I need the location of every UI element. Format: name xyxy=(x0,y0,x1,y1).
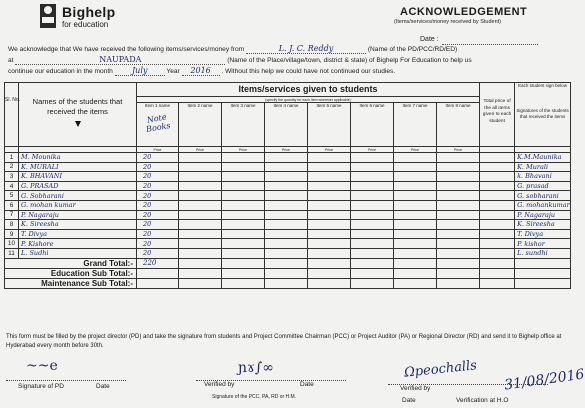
items-title: Items/services given to students xyxy=(238,84,378,94)
intro-text: (Name of the Place/village/town, district & state) of Bighelp For Education to help us xyxy=(227,57,472,64)
row-number: 6 xyxy=(5,200,19,210)
year-field: 2016 xyxy=(182,66,220,76)
row-number: 3 xyxy=(5,172,19,182)
item-quantity: 20 xyxy=(137,191,179,201)
table-row xyxy=(5,162,571,172)
price-label: Price xyxy=(179,147,222,153)
item-quantity: 20 xyxy=(137,153,179,163)
item-quantity: 20 xyxy=(137,172,179,182)
student-name: K. BHAVANI xyxy=(19,172,137,182)
year-label: Year xyxy=(166,68,180,75)
price-label: Price xyxy=(308,147,351,153)
page-title: ACKNOWLEDGEMENT xyxy=(400,6,528,18)
ho-signature-scribble: Ωpeochalls xyxy=(403,358,478,381)
table-row xyxy=(5,210,571,220)
student-name: M. Mounika xyxy=(19,153,137,163)
item-8-header: Item 8 name xyxy=(437,103,480,147)
intro-text: continue our education in the month xyxy=(8,68,113,75)
student-name: G. PRASAD xyxy=(19,181,137,191)
pd-signature-label: Signature of PD xyxy=(18,383,64,390)
table-row xyxy=(5,248,571,258)
item-1-header xyxy=(137,103,179,147)
arrow-down-icon xyxy=(75,121,81,127)
pcc-signature-label: Signature of the PCC, PA, RD or H.M. xyxy=(212,394,297,400)
education-subtotal-row xyxy=(5,268,571,278)
price-label: Price xyxy=(137,147,179,153)
donor-field: L. J. C. Reddy xyxy=(246,44,366,54)
student-signature: G. mohankumar xyxy=(515,200,571,210)
price-label: Price xyxy=(437,147,480,153)
signature-column-label: Signatures of the students that received the items xyxy=(516,107,569,119)
student-name: P. Nagaraju xyxy=(19,210,137,220)
student-names-header-label: Names of the students that received the items xyxy=(32,97,123,116)
page-subtitle: (Items/services/money received by Student) xyxy=(394,19,501,25)
pcc-signature-scribble: ɲɤ∫∞ xyxy=(238,360,274,376)
item-2-header: Item 2 name xyxy=(179,103,222,147)
student-signature: P. kishor xyxy=(515,239,571,249)
table-row xyxy=(5,153,571,163)
grand-total-label: Grand Total:- xyxy=(5,258,137,268)
student-signature: K. Murali xyxy=(515,162,571,172)
sl-no-header: Sl. No. xyxy=(5,83,19,147)
maintenance-subtotal-row xyxy=(5,278,571,288)
price-label: Price xyxy=(394,147,437,153)
student-names-header xyxy=(19,83,137,147)
each-sign-label: Each student sign below xyxy=(518,83,567,88)
signature-header xyxy=(515,83,571,147)
item-5-header: Item 5 name xyxy=(308,103,351,147)
pd-date-label: Date xyxy=(96,383,110,390)
item-name: Item 1 name xyxy=(144,103,170,108)
student-name: P. Kishore xyxy=(19,239,137,249)
intro-text: We acknowledge that We have received the following items/services/money from xyxy=(8,46,245,53)
items-table xyxy=(4,82,571,289)
grand-total-value: 220 xyxy=(137,258,179,268)
student-signature: T. Divya xyxy=(515,229,571,239)
item-quantity: 20 xyxy=(137,200,179,210)
student-signature: K. Sireesha xyxy=(515,220,571,230)
pd-signature-line xyxy=(6,380,126,381)
table-row xyxy=(5,200,571,210)
item-4-header: Item 4 name xyxy=(265,103,308,147)
ho-handwritten-date: 31/08/2016 xyxy=(503,366,585,394)
pcc-date-label: Date xyxy=(300,381,314,388)
price-label: Price xyxy=(351,147,394,153)
ho-date-label: Date xyxy=(402,397,416,404)
bighelp-logo-icon xyxy=(40,4,56,28)
item-quantity: 20 xyxy=(137,181,179,191)
price-label: Price xyxy=(265,147,308,153)
items-subtitle: (specify the quantity for each item wherever applicable) xyxy=(137,97,480,103)
item-quantity: 20 xyxy=(137,162,179,172)
row-number: 10 xyxy=(5,239,19,249)
item-quantity: 20 xyxy=(137,239,179,249)
brand-tagline: for education xyxy=(62,20,109,29)
intro-line-1 xyxy=(8,44,457,54)
row-number: 7 xyxy=(5,210,19,220)
item-7-header: Item 7 name xyxy=(394,103,437,147)
student-name: G. Sobharani xyxy=(19,191,137,201)
student-name: T. Divya xyxy=(19,229,137,239)
intro-text: . Without this help we could have not continued our studies. xyxy=(221,68,396,75)
item-3-header: Item 3 name xyxy=(222,103,265,147)
item-quantity: 20 xyxy=(137,248,179,258)
item-1-handwritten: Note Books xyxy=(145,112,172,134)
price-label: Price xyxy=(222,147,265,153)
date-label: Date : xyxy=(420,36,439,43)
intro-line-3 xyxy=(8,66,395,76)
table-row xyxy=(5,229,571,239)
row-number: 2 xyxy=(5,162,19,172)
table-row xyxy=(5,191,571,201)
ho-verification-label: Verification at H.O xyxy=(456,397,509,404)
place-field: NAUPADA xyxy=(15,55,225,65)
student-signature: k. Bhavani xyxy=(515,172,571,182)
brand-name: Bighelp xyxy=(62,4,116,20)
pd-signature-scribble: ~~e xyxy=(26,358,58,374)
student-name: L. Sudhi xyxy=(19,248,137,258)
student-signature: G. sobharani xyxy=(515,191,571,201)
student-signature: L. sundhi xyxy=(515,248,571,258)
student-name: K. MURALI xyxy=(19,162,137,172)
intro-line-2 xyxy=(8,55,472,65)
student-signature: P. Nagaraju xyxy=(515,210,571,220)
items-header xyxy=(137,83,480,97)
table-row xyxy=(5,181,571,191)
row-number: 8 xyxy=(5,220,19,230)
table-row xyxy=(5,220,571,230)
total-price-header: Total price of the all items given to each student xyxy=(480,83,515,147)
row-number: 5 xyxy=(5,191,19,201)
row-number: 4 xyxy=(5,181,19,191)
item-quantity: 20 xyxy=(137,210,179,220)
intro-text: (Name of the PD/PCC/RD/ED) xyxy=(367,46,458,53)
month-field: July xyxy=(115,66,165,76)
grand-total-row xyxy=(5,258,571,268)
maintenance-subtotal-label: Maintenance Sub Total:- xyxy=(5,278,137,288)
student-name: K. Sireesha xyxy=(19,220,137,230)
item-quantity: 20 xyxy=(137,220,179,230)
verified-by-label: Verified by xyxy=(204,381,235,388)
ho-verified-by-label: Verified by xyxy=(400,385,431,392)
intro-text: at xyxy=(8,57,14,64)
item-6-header: Item 6 name xyxy=(351,103,394,147)
row-number: 9 xyxy=(5,229,19,239)
education-subtotal-label: Education Sub Total:- xyxy=(5,268,137,278)
footer-note: This form must be filled by the project director (PD) and take the signature from students and Project Committee Chairman (PCC) or Project Auditor (PA) or Regional Director (RD) and send it to Bighelp office at Hyderabad every month before 30th. xyxy=(6,334,562,349)
row-number: 11 xyxy=(5,248,19,258)
student-signature: K.M.Maunika xyxy=(515,153,571,163)
table-row xyxy=(5,172,571,182)
row-number: 1 xyxy=(5,153,19,163)
table-row xyxy=(5,239,571,249)
student-name: G. mohan kumar xyxy=(19,200,137,210)
student-signature: G. prasad xyxy=(515,181,571,191)
item-quantity: 20 xyxy=(137,229,179,239)
